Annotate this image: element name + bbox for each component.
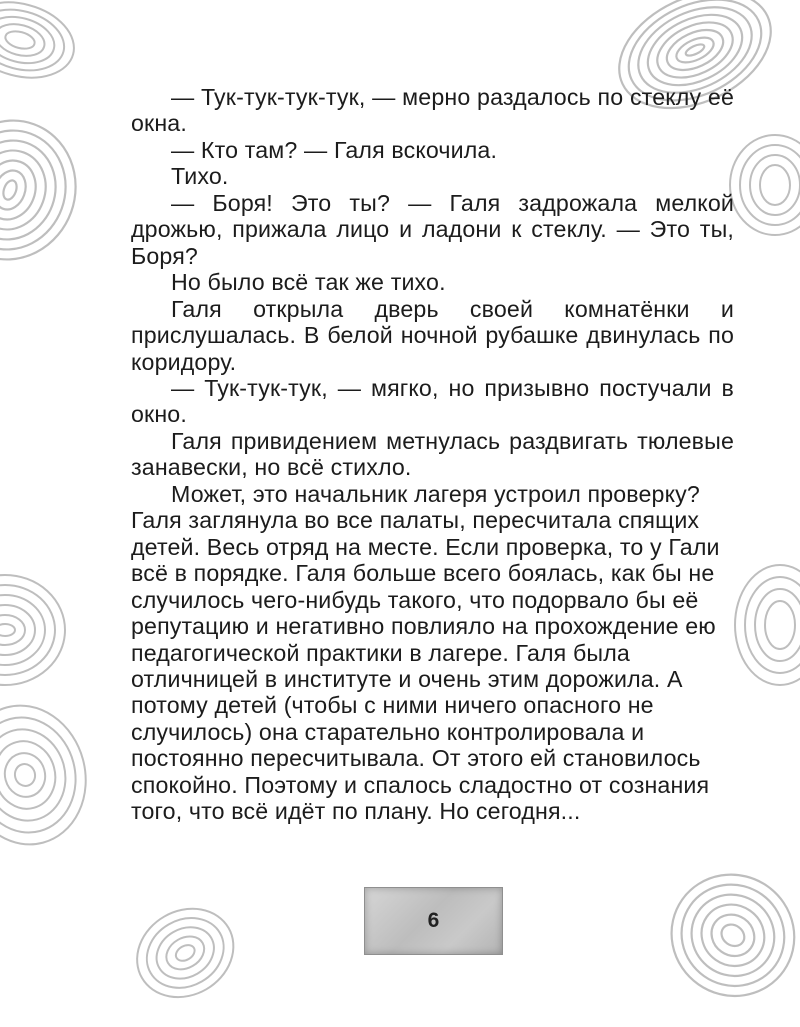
fingerprint-icon — [725, 130, 800, 240]
paragraph: — Боря! Это ты? — Галя задрожала мелкой дрожью, прижала лицо и ладони к стеклу. — Это ты, Боря? — [131, 189, 734, 269]
fingerprint-icon — [725, 560, 800, 690]
fingerprint-decoration-left-lower — [0, 686, 107, 865]
fingerprint-icon — [640, 843, 800, 1027]
paragraph: Может, это начальник лагеря устроил проверку? Галя заглянула во все палаты, пересчитала спящих детей. Весь отряд на месте. Если проверка, то у Гали всё в порядке. Галя больше всего боялась, как бы не случилось чего-нибудь такого, что подорвало бы её репутацию и негативно повлияло на прохождение ею педагогической практики в лагере. Галя была отличницей в институте и очень этим дорожила. А потому детей (чтобы с ними ничего опасного не случилось) она старательно контролировала и постоянно пересчитывала. От этого ей становилось спокойно. Поэтому и спалось сладостно от сознания того, что всё идёт по плану. Но сегодня... — [131, 480, 720, 825]
paragraph: — Тук-тук-тук, — мягко, но призывно постучали в окно. — [131, 374, 734, 428]
fingerprint-decoration-right-upper — [725, 130, 800, 240]
paragraph: Галя открыла дверь своей комнатёнки и прислушалась. В белой ночной рубашке двинулась по коридору. — [131, 295, 734, 375]
fingerprint-decoration-left-middle — [0, 570, 70, 690]
fingerprint-decoration-left-upper — [0, 96, 101, 285]
paragraph: Галя привидением метнулась раздвигать тюлевые занавески, но всё стихло. — [131, 427, 734, 481]
fingerprint-icon — [0, 570, 70, 690]
paragraph: Но было всё так же тихо. — [171, 269, 446, 296]
fingerprint-decoration-top-left — [0, 0, 88, 94]
fingerprint-decoration-bottom-right — [640, 843, 800, 1027]
fingerprint-decoration-right-middle — [725, 560, 800, 690]
fingerprint-icon — [0, 0, 88, 94]
fingerprint-icon — [114, 884, 257, 1021]
paragraph: Тихо. — [171, 163, 229, 190]
paragraph: — Кто там? — Галя вскочила. — [171, 136, 498, 163]
story-text — [131, 84, 734, 825]
fingerprint-icon — [0, 686, 107, 865]
page-number-box — [364, 887, 503, 955]
fingerprint-decoration-bottom-left — [114, 884, 257, 1021]
fingerprint-icon — [0, 96, 101, 285]
page-number: 6 — [427, 909, 440, 932]
paragraph: — Тук-тук-тук-тук, — мерно раздалось по стеклу её окна. — [131, 84, 734, 137]
